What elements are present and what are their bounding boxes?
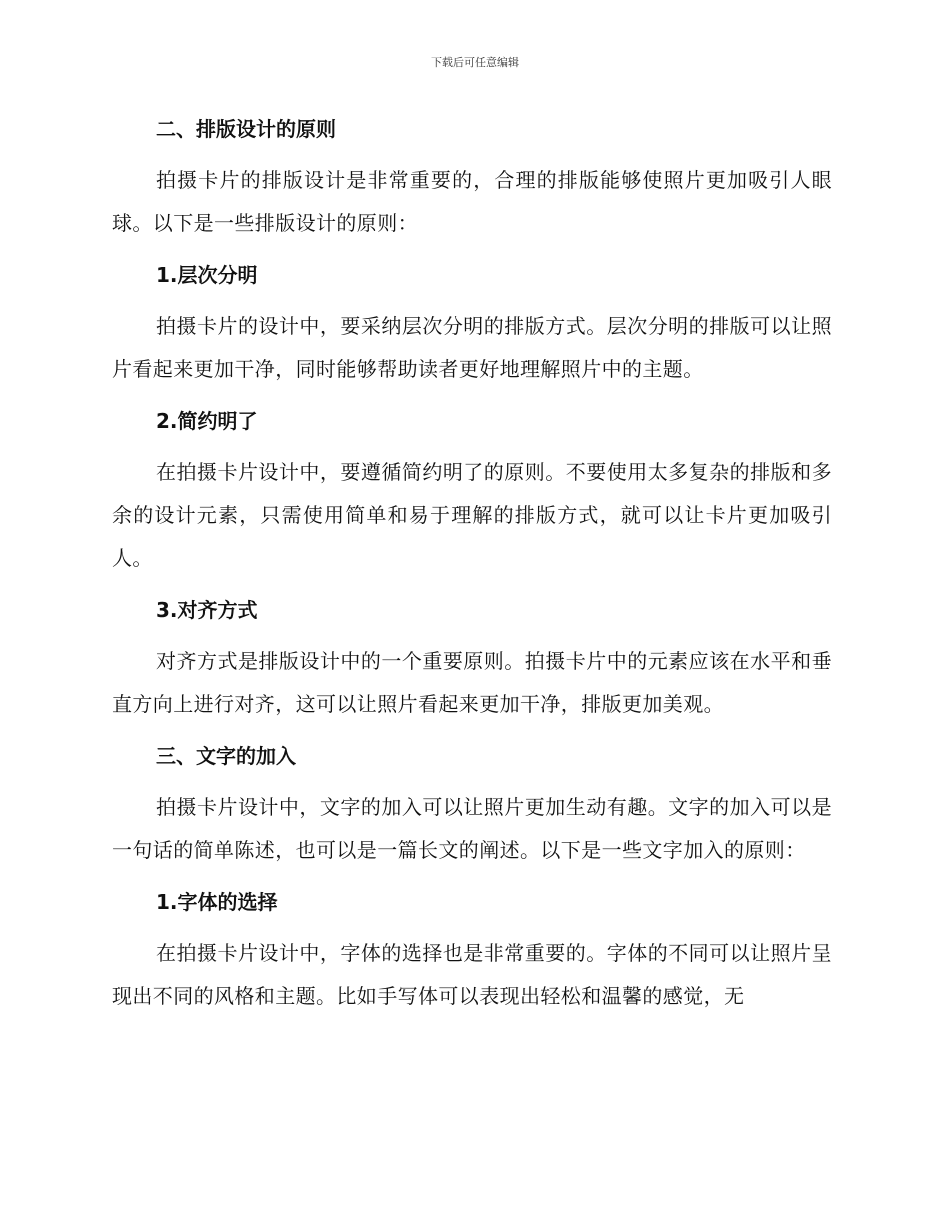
subheading-simplicity: 2.简约明了: [156, 409, 258, 433]
paragraph-alignment: 对齐方式是排版设计中的一个重要原则。拍摄卡片中的元素应该在水平和垂直方向上进行对齐，这可以让照片看起来更加干净，排版更加美观。: [112, 649, 832, 716]
paragraph-hierarchy: 拍摄卡片的设计中，要采纳层次分明的排版方式。层次分明的排版可以让照片看起来更加干净，同时能够帮助读者更好地理解照片中的主题。: [112, 314, 832, 381]
paragraph-adding-text-intro: 拍摄卡片设计中，文字的加入可以让照片更加生动有趣。文字的加入可以是一句话的简单陈述，也可以是一篇长文的阐述。以下是一些文字加入的原则：: [112, 795, 832, 862]
subheading-font-choice: 1.字体的选择: [156, 890, 278, 914]
page-header-note: 下载后可任意编辑: [431, 56, 519, 69]
paragraph-simplicity: 在拍摄卡片设计中，要遵循简约明了的原则。不要使用太多复杂的排版和多余的设计元素，只需使用简单和易于理解的排版方式，就可以让卡片更加吸引人。: [112, 460, 832, 570]
subheading-alignment: 3.对齐方式: [156, 598, 258, 622]
paragraph-font-choice: 在拍摄卡片设计中，字体的选择也是非常重要的。字体的不同可以让照片呈现出不同的风格和主题。比如手写体可以表现出轻松和温馨的感觉，无: [112, 941, 832, 1008]
document-body: [112, 108, 832, 1027]
section-heading-adding-text: 三、文字的加入: [156, 744, 296, 768]
subheading-hierarchy: 1.层次分明: [156, 263, 258, 287]
section-heading-layout-principles: 二、排版设计的原则: [156, 117, 336, 141]
paragraph-layout-intro: 拍摄卡片的排版设计是非常重要的，合理的排版能够使照片更加吸引人眼球。以下是一些排版设计的原则：: [112, 168, 832, 235]
